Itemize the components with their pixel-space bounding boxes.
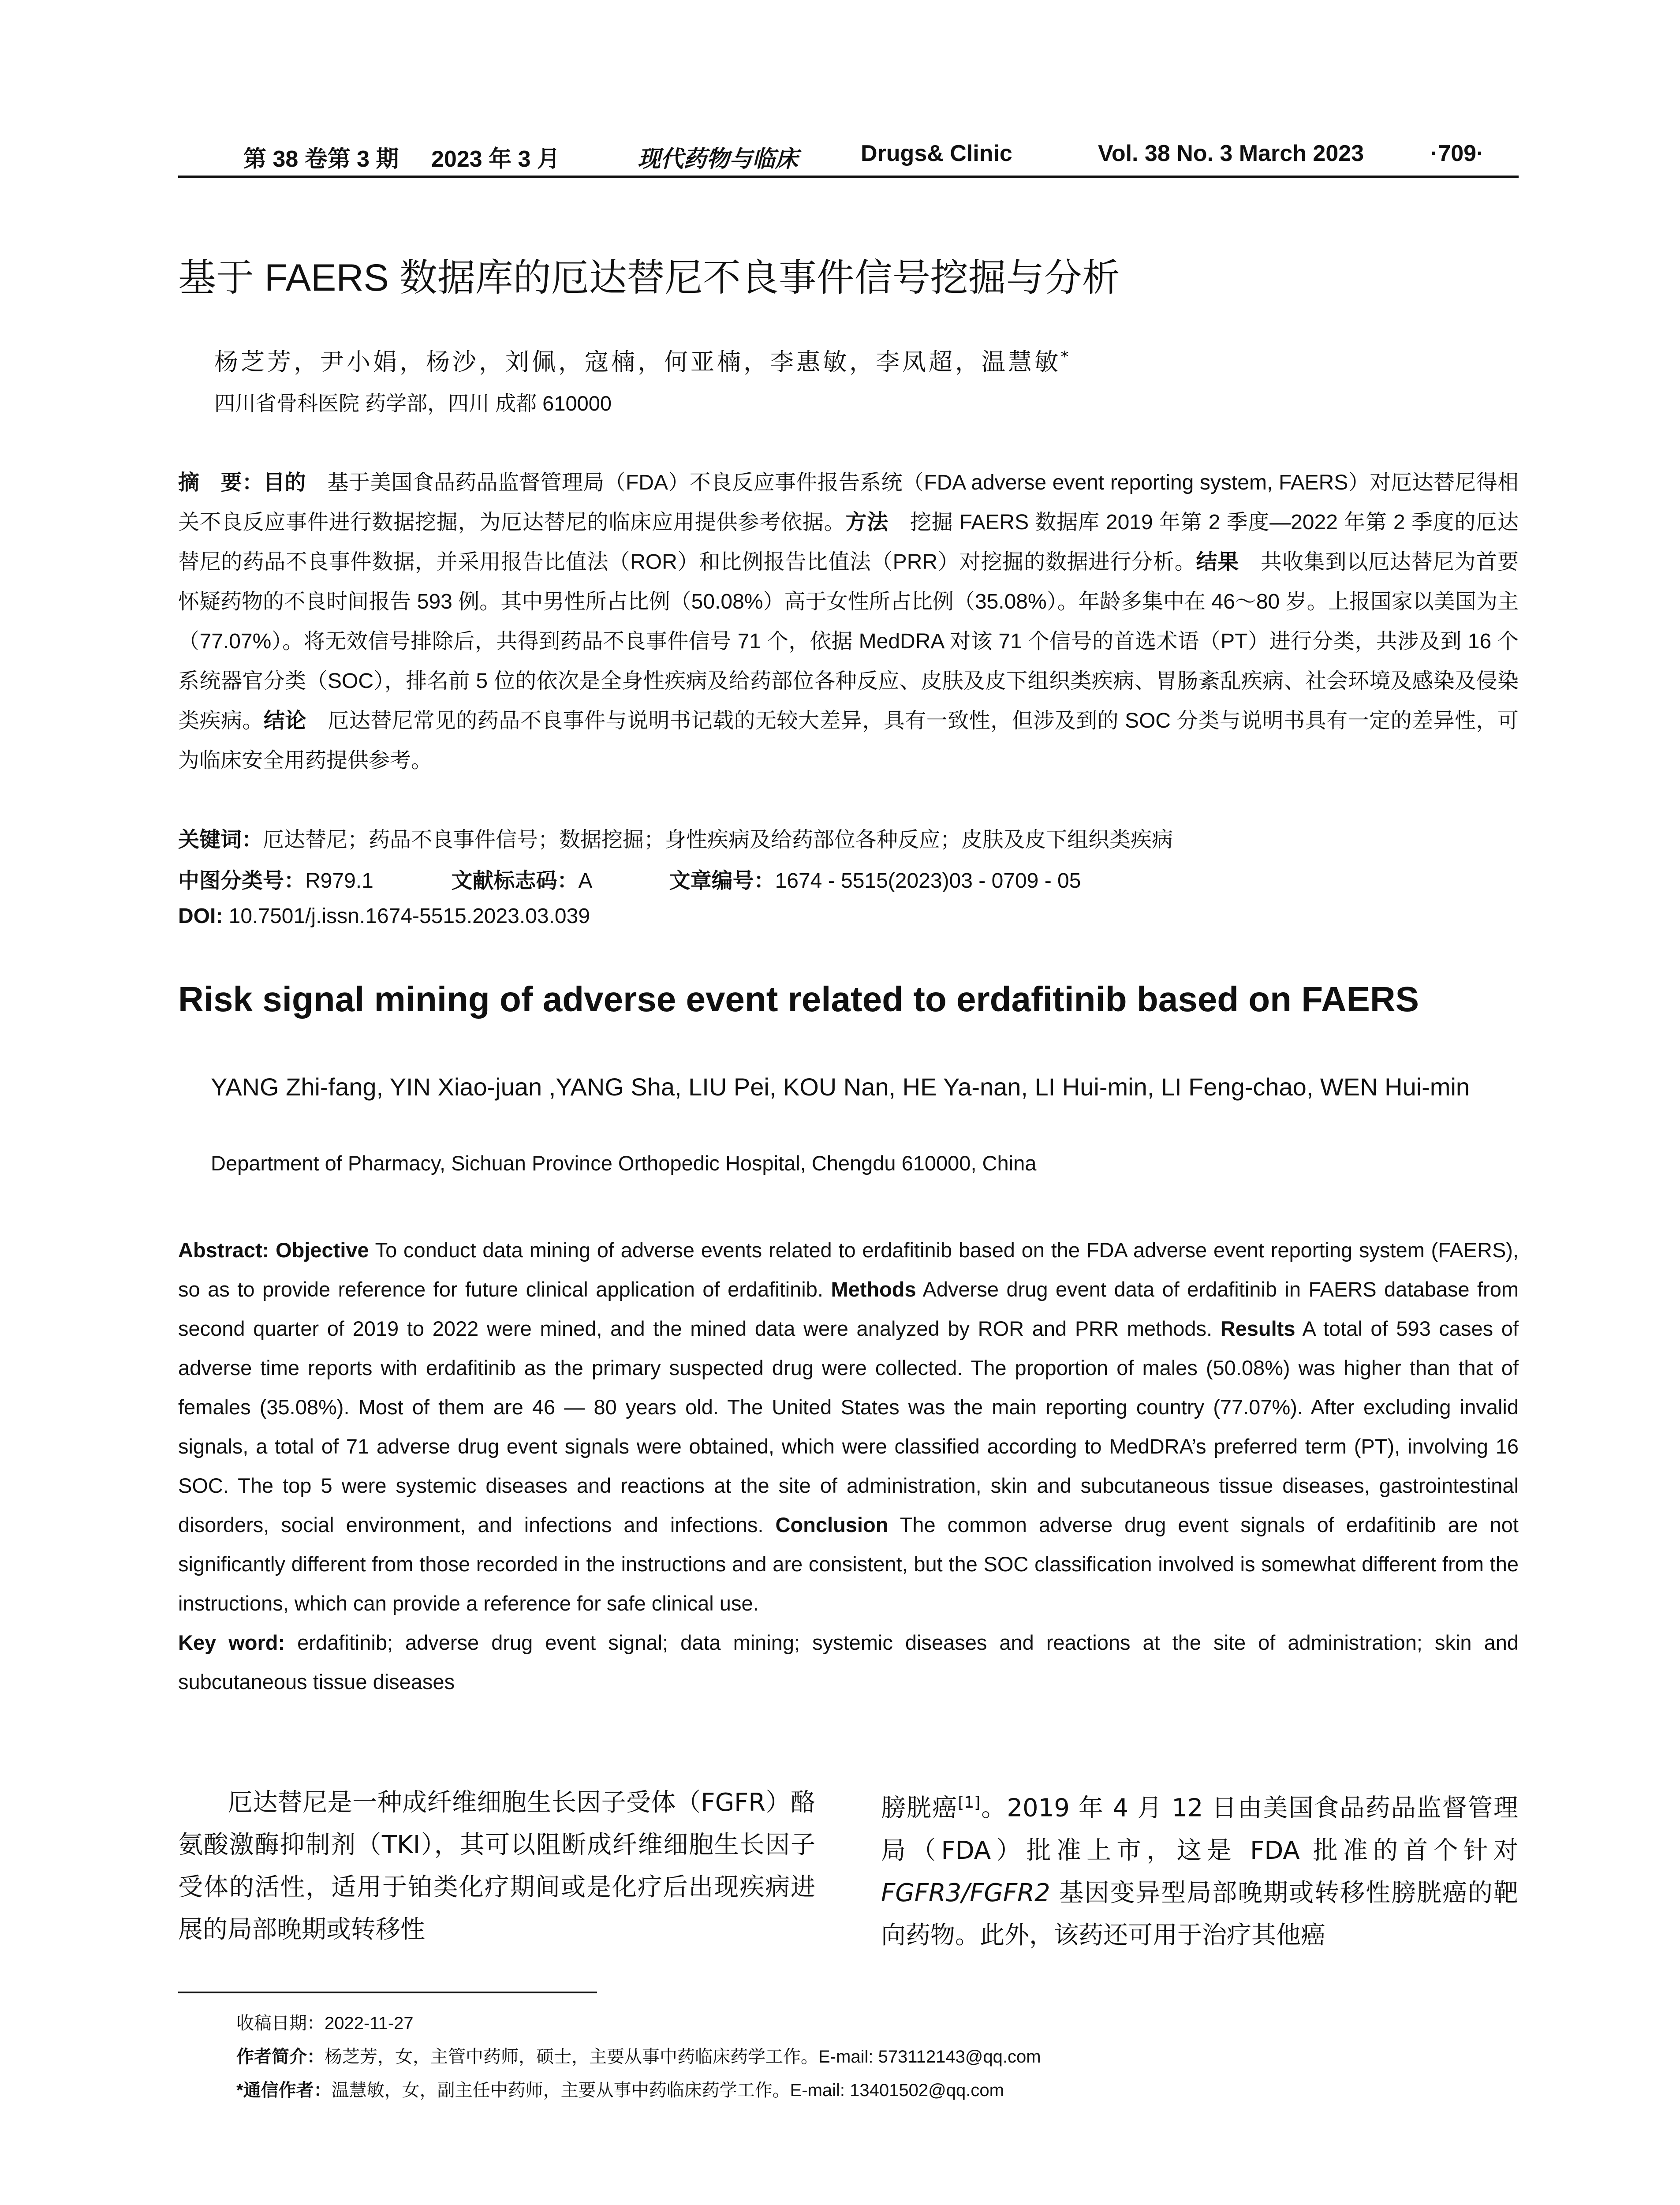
article-number-value: 1674 - 5515(2023)03 - 0709 - 05 xyxy=(775,869,1081,893)
gene-name: FGFR3/FGFR2 xyxy=(881,1878,1050,1907)
conclusion-text-cn: 厄达替尼常见的药品不良事件与说明书记载的无较大差异，具有一致性，但涉及到的 SOC 分类与说明书具有一定的差异性，可为临床安全用药提供参考。 xyxy=(178,709,1519,772)
keywords-cn-text: 厄达替尼；药品不良事件信号；数据挖掘；身性疾病及给药部位各种反应；皮肤及皮下组织类疾病 xyxy=(263,828,1173,852)
footnote-rule xyxy=(178,1992,597,1993)
footnote-corr-text: 温慧敏，女，副主任中药师，主要从事中药临床药学工作。E-mail: 13401502@qq.com xyxy=(331,2081,1004,2100)
body-column-left: 厄达替尼是一种成纤维细胞生长因子受体（FGFR）酪氨酸激酶抑制剂（TKI），其可以阻断成纤维细胞生长因子受体的活性，适用于铂类化疗期间或是化疗后出现疾病进展的局部晚期或转移性 xyxy=(178,1788,815,1944)
results-label-cn: 结果 xyxy=(1196,550,1239,574)
conclusion-text-en: The common adverse drug event signals of erdafitinib are not significantly different from those recorded in the instructions and are consistent, but the SOC classification involved is somewhat different from the instructions, which can provide a reference for safe clinical use. xyxy=(178,1513,1519,1615)
clc-value: R979.1 xyxy=(305,869,373,893)
author-list-cn xyxy=(214,343,1071,377)
results-label-en: Results xyxy=(1220,1317,1295,1340)
header-journal-en: Drugs& Clinic xyxy=(861,141,1012,166)
keywords-cn-label: 关键词： xyxy=(178,828,263,852)
footnote-author-label: 作者简介： xyxy=(236,2047,325,2067)
abstract-en-label: Abstract: xyxy=(178,1238,269,1262)
header-page-number: ·709· xyxy=(1430,141,1484,166)
affiliation-cn: 四川省骨科医院 药学部，四川 成都 610000 xyxy=(214,392,612,415)
methods-label-cn: 方法 xyxy=(845,511,889,534)
clc-label: 中图分类号： xyxy=(178,869,306,893)
citation-ref: [1] xyxy=(958,1794,981,1812)
body-right-text-b: 。2019 年 4 月 12 日由美国食品药品监督管理局（FDA）批准上市，这是 FDA 批准的首个针对 xyxy=(881,1794,1519,1865)
doi-value: 10.7501/j.issn.1674-5515.2023.03.039 xyxy=(223,904,590,928)
body-column-right xyxy=(881,1782,1518,1957)
body-right-text-a: 膀胱癌 xyxy=(881,1794,958,1823)
article-title-en: Risk signal mining of adverse event related to erdafitinib based on FAERS xyxy=(178,979,1419,1019)
results-text-en: A total of 593 cases of adverse time reports with erdafitinib as the primary suspected drug were collected. The proportion of males (50.08%) was higher than that of females (35.08%). Most of them are 46 — 80 years old. The United States was the main reporting country (77.07%). After excluding invalid signals, a total of 71 adverse drug event signals were obtained, which were classified according to MedDRA’s preferred term (PT), involving 16 SOC. The top 5 were systemic diseases and reactions at the site of administration, skin and subcutaneous tissue diseases, gastrointestinal disorders, social environment, and infections and infections. xyxy=(178,1317,1519,1536)
objective-text-en: To conduct data mining of adverse events related to erdafitinib based on the FDA adverse event reporting system (FAERS), so as to provide reference for future clinical application of erdafitinib. xyxy=(178,1238,1519,1301)
objective-label-cn: 目的 xyxy=(263,471,306,494)
doc-code-label: 文献标志码： xyxy=(451,869,579,893)
doc-code-value: A xyxy=(578,869,591,893)
results-text-cn: 共收集到以厄达替尼为首要怀疑药物的不良时间报告 593 例。其中男性所占比例（50.08%）高于女性所占比例（35.08%）。年龄多集中在 46～80 岁。上报国家以美国为主（77.07%）。将无效信号排除后，共得到药品不良事件信号 71 个，依据 MedDRA 对该 71 个信号的首选术语（PT）进行分类，共涉及到 16 个系统器官分类（SOC），排名前 5 位的依次是全身性疾病及给药部位各种反应、皮肤及皮下组织类疾病、胃肠紊乱疾病、社会环境及感染及侵染类疾病。 xyxy=(178,550,1519,733)
header-date-cn: 2023 年 3 月 xyxy=(431,146,560,172)
keywords-en-label: Key word: xyxy=(178,1631,285,1654)
author-list-en: YANG Zhi-fang, YIN Xiao-juan ,YANG Sha, LIU Pei, KOU Nan, HE Ya-nan, LI Hui-min, LI Feng-chao, WEN Hui-min xyxy=(211,1073,1470,1101)
author-names-cn: 杨芝芳，尹小娟，杨沙，刘佩，寇楠，何亚楠，李惠敏，李凤超，温慧敏 xyxy=(214,348,1061,376)
objective-text-cn: 基于美国食品药品监督管理局（FDA）不良反应事件报告系统（FDA adverse event reporting system, FAERS）对厄达替尼得相关不良反应事件进行数据挖掘，为厄达替尼的临床应用提供参考依据。 xyxy=(178,471,1519,534)
objective-label-en: Objective xyxy=(269,1238,369,1262)
header-volume-cn: 第 38 卷第 3 期 xyxy=(243,146,399,172)
keywords-en-text: erdafitinib; adverse drug event signal; data mining; systemic diseases and reactions at the site of administration; skin and subcutaneous tissue diseases xyxy=(178,1631,1519,1693)
header-journal-cn: 现代药物与临床 xyxy=(638,146,799,172)
body-right-text-c: 基因变异型局部晚期或转移性膀胱癌的靶向药物。此外，该药还可用于治疗其他癌 xyxy=(881,1878,1518,1950)
conclusion-label-en: Conclusion xyxy=(775,1513,889,1536)
doi-line xyxy=(178,904,590,928)
footnote-author xyxy=(236,2043,1041,2068)
footnote-received: 收稿日期：2022-11-27 xyxy=(236,2014,414,2033)
methods-text-cn: 挖掘 FAERS 数据库 2019 年第 2 季度—2022 年第 2 季度的厄达替尼的药品不良事件数据，并采用报告比值法（ROR）和比例报告比值法（PRR）对挖掘的数据进行分析。 xyxy=(178,511,1519,574)
abstract-cn xyxy=(178,463,1519,781)
doi-label: DOI: xyxy=(178,904,223,928)
methods-text-en: Adverse drug event data of erdafitinib in FAERS database from second quarter of 2019 to 2022 were mined, and the mined data were analyzed by ROR and PRR methods. xyxy=(178,1278,1519,1340)
header-rule xyxy=(178,176,1519,178)
header-volume-en: Vol. 38 No. 3 March 2023 xyxy=(1098,141,1364,166)
article-number-label: 文章编号： xyxy=(669,869,775,893)
footnote-corr-label: *通信作者： xyxy=(236,2081,332,2100)
methods-label-en: Methods xyxy=(831,1278,916,1301)
abstract-cn-label: 摘 要： xyxy=(178,471,264,494)
article-title-cn: 基于 FAERS 数据库的厄达替尼不良事件信号挖掘与分析 xyxy=(178,257,1120,299)
abstract-en xyxy=(178,1230,1519,1701)
footnote-author-text: 杨芝芳，女，主管中药师，硕士，主要从事中药临床药学工作。E-mail: 573112143@qq.com xyxy=(325,2047,1041,2067)
corresponding-mark: * xyxy=(1061,348,1071,366)
keywords-cn xyxy=(178,822,1173,853)
affiliation-en: Department of Pharmacy, Sichuan Province Orthopedic Hospital, Chengdu 610000, China xyxy=(211,1151,1037,1175)
classification-line xyxy=(178,863,1081,894)
conclusion-label-cn: 结论 xyxy=(263,709,306,733)
footnote-corresponding xyxy=(236,2076,1004,2101)
